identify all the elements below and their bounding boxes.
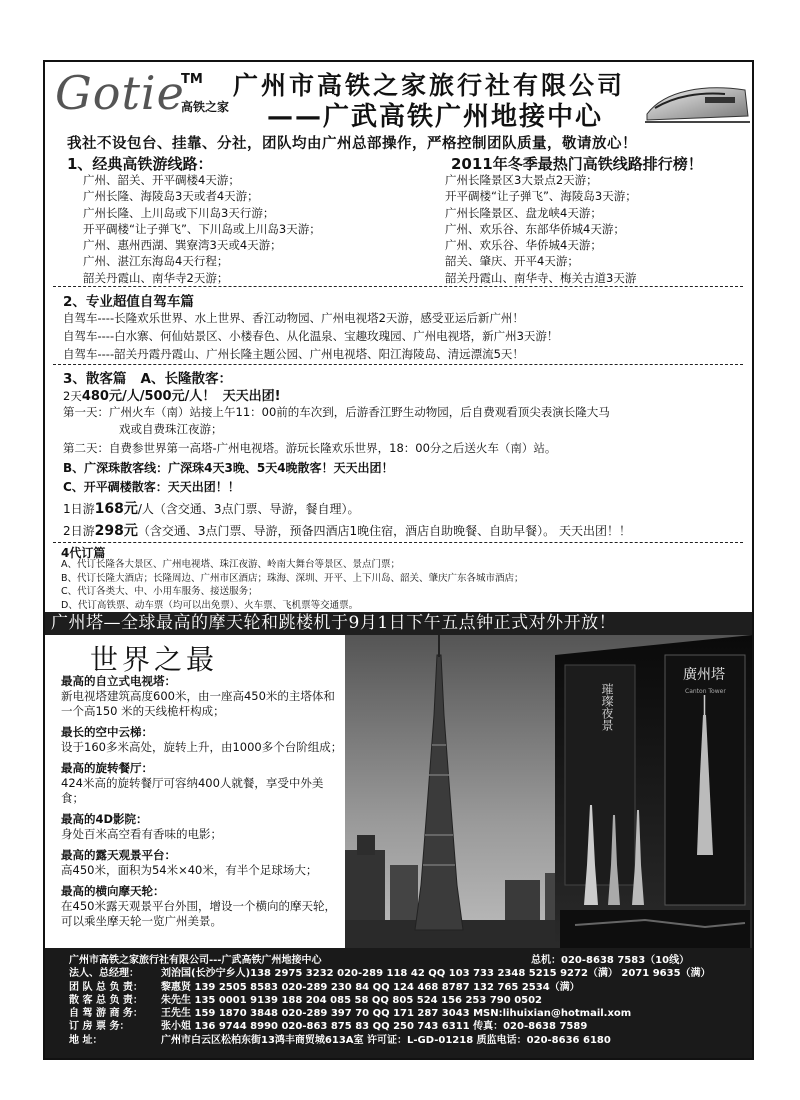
list-item: 广州长隆景区、盘龙峡4天游； (445, 205, 602, 220)
trip-details: （含交通、3点门票、导游，预备四酒店1晚住宿，酒店自助晚餐、自助早餐）。 天天出团！！ (137, 524, 631, 538)
fact-title: 最高的4D影院： (61, 812, 148, 826)
contact-row (69, 1007, 752, 1020)
section1-heading: 1、经典高铁游线路： (67, 155, 213, 173)
contact-label: 团 队 总 负 责： (69, 981, 143, 993)
fact-text: 424米高的旋转餐厅可容纳400人就餐，享受中外美食； (61, 776, 324, 805)
brochure-subtitle: Canton Tower (685, 688, 726, 695)
list-item: B、代订长隆大酒店；长隆周边、广州市区酒店；珠海、深圳、开平、上下川岛、韶关、肇庆广东各城市酒店； (61, 572, 524, 584)
world-records-list (61, 672, 345, 935)
list-item: 广州长隆景区3大景点2天游； (445, 173, 598, 187)
fact-text: 高450米，面积为54米×40米，有半个足球场大； (61, 863, 318, 877)
list-item: 广州、湛江东海岛4天行程； (83, 254, 229, 269)
list-item: 广州、惠州西湖、巽寮湾3天或4天游； (83, 238, 282, 253)
list-item: 韶关丹霞山、南华寺2天游； (83, 270, 229, 285)
divider (53, 542, 743, 543)
list-item: A、代订长隆各大景区、广州电视塔、珠江夜游、岭南大舞台等景区、景点门票； (61, 559, 400, 570)
divider (53, 286, 743, 287)
section3-title: 3、散客篇 (63, 371, 127, 387)
list-item: 开平碉楼“让子弹飞”、海陵岛3天游； (445, 189, 637, 204)
brochure-title: 廣州塔 (683, 667, 725, 683)
section2-heading: 2、专业超值自驾车篇 (63, 294, 194, 310)
contact-footer (45, 948, 752, 1058)
trip-details: /人（含交通、3点门票、导游，餐自理）。 (137, 502, 360, 516)
footer-hotline: 总机：020-8638 7583（10线） (531, 955, 690, 966)
kaiping-1day (63, 498, 360, 518)
contact-value: 张小姐 136 9744 8990 020-863 875 83 QQ 250 743 6311 传真：020-8638 7589 (161, 1021, 588, 1033)
flyer (43, 60, 754, 1060)
list-item: 广州长隆、上川岛或下川岛3天行游； (83, 205, 275, 220)
section4-heading: 4代订篇 (61, 546, 106, 560)
footer-company: 广州市高铁之家旅行社有限公司---广武高铁广州地接中心 (69, 955, 322, 966)
logo-subtitle: 高铁之家 (181, 100, 230, 114)
trip-price: 168元 (94, 501, 138, 517)
list-item: 广州、欢乐谷、东部华侨城4天游； (445, 221, 625, 236)
contact-row (69, 1020, 752, 1033)
contact-value: 朱先生 135 0001 9139 188 204 085 58 QQ 805 524 156 253 790 0502 (161, 994, 543, 1006)
self-drive-line: 自驾车----韶关丹霞丹霞山、广州长隆主题公园、广州电视塔、阳江海陵岛、清远漂流5天！ (63, 347, 524, 361)
list-item: 韶关丹霞山、南华寺、梅关古道3天游 (445, 270, 637, 285)
fact-text: 设于160多米高处，旋转上升，由1000多个台阶组成； (61, 740, 343, 754)
logo-wordmark: Gotie (55, 66, 185, 120)
list-item: 韶关、肇庆、开平4天游； (445, 254, 579, 269)
self-drive-line: 自驾车----长隆欢乐世界、水上世界、香江动物园、广州电视塔2天游，感受亚运后新广州！ (63, 311, 524, 325)
self-drive-line: 自驾车----白水寨、何仙姑景区、小楼春色、从化温泉、宝趣玫瑰园、广州电视塔，新广州3天游！ (63, 329, 559, 343)
daily-departure: 天天出团! (222, 389, 281, 404)
fact-text: 身处百米高空看有香味的电影； (61, 827, 222, 841)
header (45, 62, 752, 130)
contact-label: 自 驾 游 商 务： (69, 1008, 143, 1020)
changlong-price (63, 385, 281, 404)
company-logo (55, 66, 245, 126)
world-records-title: 世界之最 (90, 643, 219, 676)
ranking-routes-list (445, 172, 637, 286)
itinerary-day1-cont: 戏或自费珠江夜游； (119, 422, 223, 436)
contact-label: 法人、总经理： (69, 968, 139, 980)
brochure-left-label: 璀璨夜景 (600, 683, 614, 731)
list-item: 广州长隆、海陵岛3天或者4天游； (83, 189, 259, 204)
list-item: D、代订高铁票、动车票（均可以出免票）、火车票、飞机票等交通票。 (61, 599, 359, 611)
list-item: 广州、韶关、开平碉楼4天游； (83, 173, 240, 187)
fact-title: 最长的空中云梯： (61, 725, 153, 739)
itinerary-day2: 第二天：自费参世界第一高塔-广州电视塔。游玩长隆欢乐世界，18：00分之后送火车（南）站。 (63, 441, 557, 455)
fact-text: 在450米露天观景平台外围，增设一个横向的摩天轮，可以乘坐摩天轮一览广州美景。 (61, 899, 336, 928)
list-item: 开平碉楼“让子弹飞”、下川岛或上川岛3天游； (83, 221, 321, 236)
contact-label: 订 房 票 务： (69, 1021, 130, 1033)
contact-label: 地 址： (69, 1034, 103, 1046)
itinerary-day1: 第一天：广州火车（南）站接上午11：00前的车次到，后游香江野生动物园，后自费观看顶尖表演长隆大马 (63, 405, 610, 419)
contact-value: 黎惠贤 139 2505 8583 020-289 230 84 QQ 124 468 8787 132 765 2534（满） (161, 981, 580, 993)
guangshenzhu-line: B、广深珠散客线：广深珠4天3晚、5天4晚散客！天天出团！ (63, 461, 394, 475)
trip-duration: 1日游 (63, 502, 95, 516)
divider (53, 364, 743, 365)
contact-value: 刘治国(长沙宁乡人)138 2975 3232 020-289 118 42 QQ 103 733 2348 5215 9272（满） 2071 9635（满） (161, 968, 711, 980)
list-item: 广州、欢乐谷、华侨城4天游； (445, 238, 602, 253)
company-subtitle: ——广武高铁广州地接中心 (267, 102, 604, 132)
classic-routes-list (83, 172, 321, 286)
contact-row (69, 1034, 752, 1047)
footer-company-row (69, 954, 752, 967)
high-speed-train-image (645, 80, 750, 126)
fact-text: 新电视塔建筑高度600米，由一座高450米的主塔体和一个高150 米的天线桅杆构成； (61, 689, 335, 718)
contact-row (69, 981, 752, 994)
contact-row (69, 967, 752, 980)
trip-price: 298元 (94, 523, 138, 539)
fact-title: 最高的旋转餐厅： (61, 761, 153, 775)
logo-trademark: TM (181, 72, 203, 87)
fact-title: 最高的露天观景平台： (61, 848, 176, 862)
company-title: 广州市高铁之家旅行社有限公司 (233, 71, 626, 100)
list-item: C、代订各类大、中、小用车服务、接送服务； (61, 586, 258, 597)
price-prefix: 2天 (63, 389, 82, 403)
notice-text: 我社不设包台、挂靠、分社，团队均由广州总部操作，严格控制团队质量，敬请放心！ (67, 136, 637, 152)
fact-title: 最高的横向摩天轮： (61, 884, 165, 898)
canton-tower-banner: 广州塔—全球最高的摩天轮和跳楼机于9月1日下午五点钟正式对外开放！ (45, 612, 752, 635)
booking-list (61, 558, 524, 612)
contact-label: 散 客 总 负 责： (69, 994, 143, 1006)
fact-title: 最高的自立式电视塔： (61, 674, 176, 688)
changlong-subheading: A、长隆散客： (140, 371, 232, 387)
section3-heading (63, 367, 232, 387)
kaiping-2day (63, 520, 631, 540)
contact-value: 广州市白云区松柏东街13鸿丰商贸城613A室 许可证：L-GD-01218 质监电话：020-8636 6180 (161, 1034, 611, 1046)
contact-value: 王先生 159 1870 3848 020-289 397 70 QQ 171 287 3043 MSN:lihuixian@hotmail.xom (161, 1008, 632, 1020)
trip-duration: 2日游 (63, 524, 95, 538)
ranking-heading: 2011年冬季最热门高铁线路排行榜！ (451, 155, 703, 173)
price-value: 480元/人/500元/人！ (81, 389, 216, 404)
contact-row (69, 994, 752, 1007)
canton-tower-photo (345, 635, 752, 948)
kaiping-line: C、开平碉楼散客：天天出团！！ (63, 480, 240, 494)
